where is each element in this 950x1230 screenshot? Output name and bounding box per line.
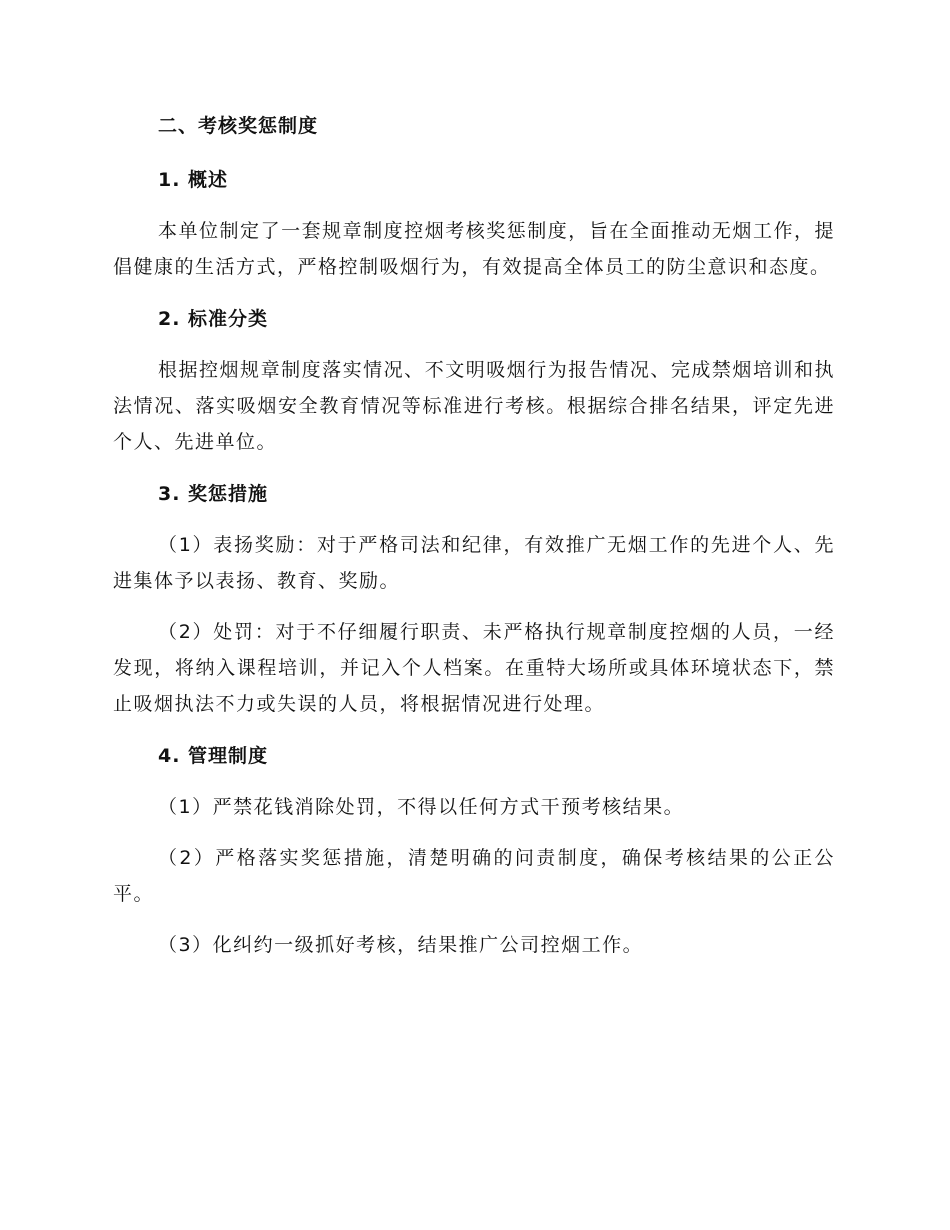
section-paragraph: （1）严禁花钱消除处罚，不得以任何方式干预考核结果。 <box>158 796 685 818</box>
section-paragraph: 本单位制定了一套规章制度控烟考核奖惩制度，旨在全面推动无烟工作，提倡健康的生活方式，严格控制吸烟行为，有效提高全体员工的防尘意识和态度。 <box>113 220 835 278</box>
section-heading-measures: 3. 奖惩措施 <box>158 483 269 505</box>
section-paragraph: （1）表扬奖励：对于严格司法和纪律，有效推广无烟工作的先进个人、先进集体予以表扬、教育、奖励。 <box>113 534 835 592</box>
section-heading-overview: 1. 概述 <box>158 169 229 191</box>
section-paragraph: （2）严格落实奖惩措施，清楚明确的问责制度，确保考核结果的公正公平。 <box>113 847 835 905</box>
section-heading-standards: 2. 标准分类 <box>158 308 269 330</box>
section-heading-management: 4. 管理制度 <box>158 745 269 767</box>
section-paragraph: （2）处罚：对于不仔细履行职责、未严格执行规章制度控烟的人员，一经发现，将纳入课程培训，并记入个人档案。在重特大场所或具体环境状态下，禁止吸烟执法不力或失误的人员，将根据情况进行处理。 <box>113 621 835 715</box>
section-paragraph: （3）化纠约一级抓好考核，结果推广公司控烟工作。 <box>158 934 644 956</box>
section-paragraph: 根据控烟规章制度落实情况、不文明吸烟行为报告情况、完成禁烟培训和执法情况、落实吸烟安全教育情况等标准进行考核。根据综合排名结果，评定先进个人、先进单位。 <box>113 359 835 453</box>
document-body <box>113 108 835 963</box>
document-title: 二、考核奖惩制度 <box>158 115 319 137</box>
